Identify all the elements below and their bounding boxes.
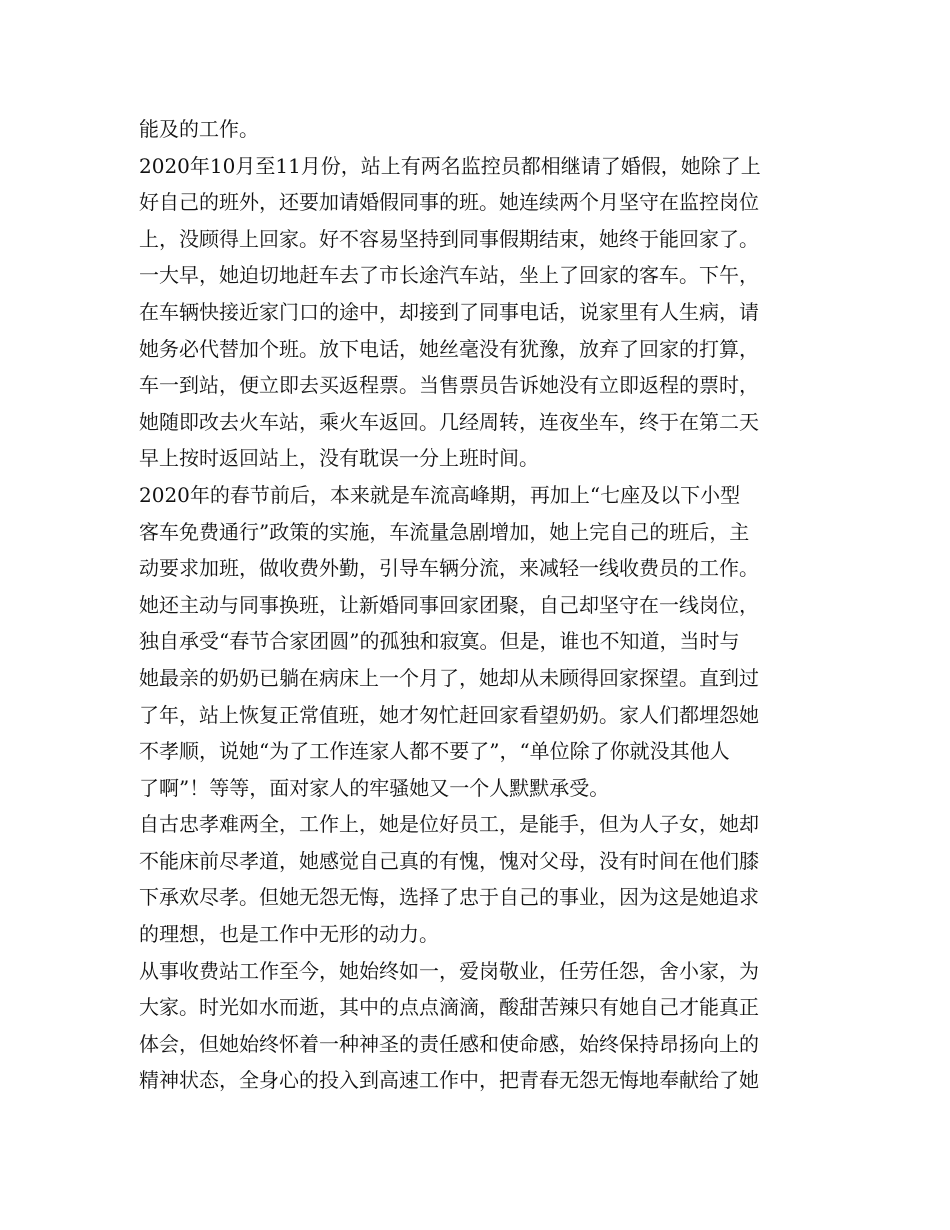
text-line: 动要求加班，做收费外勤，引导车辆分流，来减轻一线收费员的工作。 [139, 556, 759, 581]
text-line: 了年，站上恢复正常值班，她才匆忙赶回家看望奶奶。家人们都埋怨她 [139, 702, 759, 727]
text-line: 她随即改去火车站，乘火车返回。几经周转，连夜坐车，终于在第二天 [139, 409, 759, 434]
text-line: 自古忠孝难两全，工作上，她是位好员工，是能手，但为人子女，她却 [139, 812, 759, 837]
text-line: 能及的工作。 [139, 117, 259, 141]
text-line: 在车辆快接近家门口的途中，却接到了同事电话，说家里有人生病，请 [139, 299, 759, 324]
text-line: 2020年的春节前后，本来就是车流高峰期，再加上“七座及以下小型 [139, 482, 741, 507]
text-line: 从事收费站工作至今，她始终如一，爱岗敬业，任劳任怨，舍小家，为 [139, 958, 759, 983]
text-line: 独自承受“春节合家团圆”的孤独和寂寞。但是，谁也不知道，当时与 [139, 629, 740, 654]
text-line: 的理想，也是工作中无形的动力。 [139, 922, 439, 947]
text-line: 不能床前尽孝道，她感觉自己真的有愧，愧对父母，没有时间在他们膝 [139, 848, 759, 873]
text-line: 客车免费通行”政策的实施，车流量急剧增加，她上完自己的班后，主 [139, 519, 750, 544]
text-line: 不孝顺，说她“为了工作连家人都不要了”，“单位除了你就没其他人 [139, 739, 730, 764]
text-line: 了啊”！等等，面对家人的牢骚她又一个人默默承受。 [139, 775, 610, 800]
text-line: 2020年10月至11月份，站上有两名监控员都相继请了婚假，她除了上 [139, 153, 761, 178]
text-line: 早上按时返回站上，没有耽误一分上班时间。 [139, 446, 539, 471]
text-line: 好自己的班外，还要加请婚假同事的班。她连续两个月坚守在监控岗位 [139, 190, 759, 215]
text-line: 体会，但她始终怀着一种神圣的责任感和使命感，始终保持昂扬向上的 [139, 1031, 759, 1056]
text-line: 大家。时光如水而逝，其中的点点滴滴，酸甜苦辣只有她自己才能真正 [139, 995, 759, 1020]
text-line: 她务必代替加个班。放下电话，她丝毫没有犹豫，放弃了回家的打算， [139, 336, 759, 361]
text-line: 车一到站，便立即去买返程票。当售票员告诉她没有立即返程的票时， [139, 373, 759, 398]
text-line: 上，没顾得上回家。好不容易坚持到同事假期结束，她终于能回家了。 [139, 226, 759, 251]
text-line: 她最亲的奶奶已躺在病床上一个月了，她却从未顾得回家探望。直到过 [139, 665, 759, 690]
document-body [139, 111, 815, 1099]
text-line: 下承欢尽孝。但她无怨无悔，选择了忠于自己的事业，因为这是她追求 [139, 885, 759, 910]
text-line: 精神状态，全身心的投入到高速工作中，把青春无怨无悔地奉献给了她 [139, 1068, 759, 1093]
text-line: 她还主动与同事换班，让新婚同事回家团聚，自己却坚守在一线岗位， [139, 592, 759, 617]
text-line: 一大早，她迫切地赶车去了市长途汽车站，坐上了回家的客车。下午， [139, 263, 759, 288]
